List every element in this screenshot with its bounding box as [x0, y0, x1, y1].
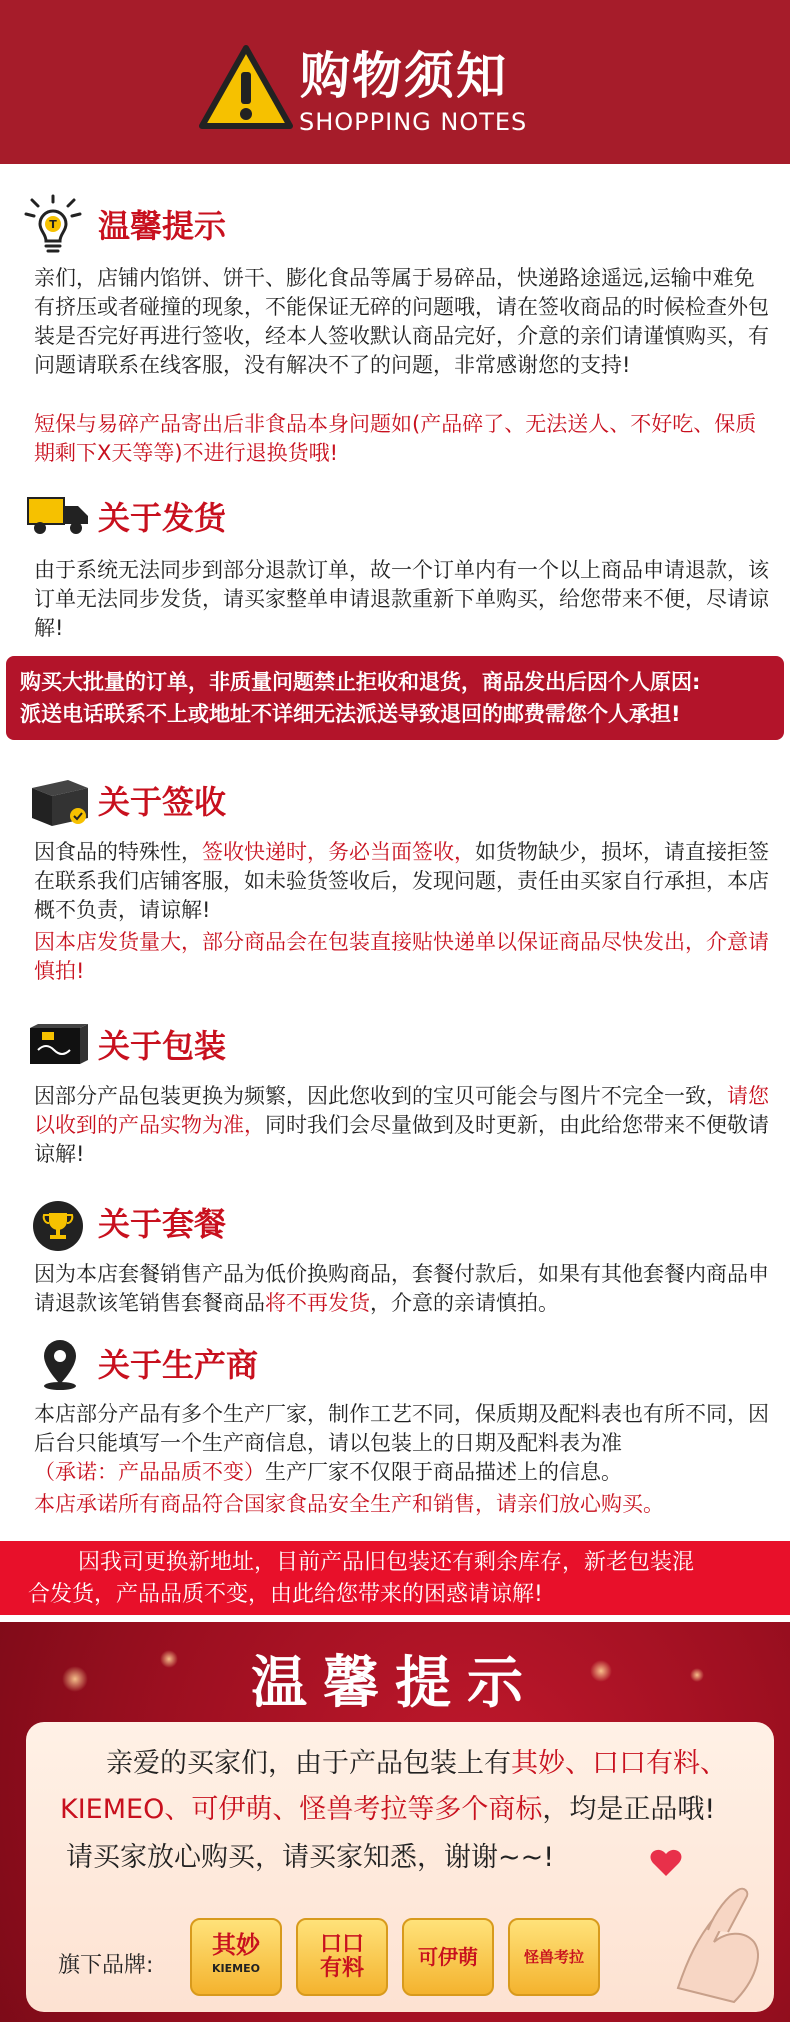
trophy-icon: [32, 1200, 84, 1252]
receipt-body-red: 签收快递时，务必当面签收，: [202, 840, 475, 864]
brand-sub: KIEMEO: [212, 1962, 260, 1975]
brand-name: 怪兽考拉: [523, 1948, 584, 1966]
package-deal-body-text: 因为本店套餐销售产品为低价换购商品，套餐付款后，如果有其他套餐内商品申请退款该笔销售套餐商品: [34, 1262, 769, 1315]
packaging-change-notice: [0, 1541, 790, 1615]
brand-name: 可伊萌: [418, 1945, 478, 1969]
package-box-icon: [28, 776, 92, 828]
tips-card: [26, 1722, 774, 2012]
banner-subtitle: SHOPPING NOTES: [299, 108, 528, 136]
section-title-receipt: 关于签收: [98, 783, 227, 821]
packaging-body-text: 因部分产品包装更换为频繁，因此您收到的宝贝可能会与图片不完全一致，: [34, 1084, 727, 1108]
warm-tip-red-note: 短保与易碎产品寄出后非食品本身问题如(产品碎了、无法送人、不好吃、保质期剩下X天等等)不进行退换货哦!: [34, 412, 757, 465]
tips-line-1-red: 其妙、口口有料、: [511, 1748, 727, 1779]
banner-title: 购物须知: [300, 47, 508, 105]
manufacturer-promise-text: 生产厂家不仅限于商品描述上的信息。: [265, 1460, 622, 1484]
receipt-body-text: 因食品的特殊性，: [34, 840, 202, 864]
package-deal-body-red: 将不再发货: [265, 1291, 370, 1315]
warm-tip-body: 亲们，店铺内馅饼、饼干、膨化食品等属于易碎品，快递路途遥远,运输中难免有挤压或者碰撞的现象，不能保证无碎的问题哦，请在签收商品的时候检查外包装是否完好再进行签收，经本人签收默认商品完好，介意的亲们请谨慎购买，有问题请联系在线客服，没有解决不了的问题，非常感谢您的支持!: [34, 266, 769, 377]
manufacturer-red-note: 本店承诺所有商品符合国家食品安全生产和销售，请亲们放心购买。: [34, 1492, 664, 1516]
section-title-package-deal: 关于套餐: [98, 1205, 227, 1243]
brand-name: 口口: [319, 1932, 364, 1957]
shipping-body: 由于系统无法同步到部分退款订单，故一个订单内有一个以上商品申请退款，该订单无法同步发货，请买家整单申请退款重新下单购买，给您带来不便，尽请谅解!: [34, 558, 769, 640]
packaging-body: [34, 1082, 774, 1169]
receipt-body: [34, 838, 774, 925]
tips-line-1: [106, 1746, 727, 1782]
warm-tips-panel: [0, 1622, 790, 2022]
brand-sub: 有料: [319, 1956, 364, 1981]
lightbulb-icon: [20, 194, 86, 258]
section-title-shipping: 关于发货: [98, 499, 227, 537]
section-title-packaging: 关于包装: [98, 1027, 227, 1065]
brands-label: 旗下品牌:: [58, 1953, 154, 1978]
tips-title: 温馨提示: [251, 1651, 539, 1716]
header-banner: [0, 0, 790, 164]
packaging-body-text-after: 同时我们会尽量做到及时更新，由此给您带来不便敬请谅解!: [34, 1113, 769, 1166]
alert-line-2: 派送电话联系不上或地址不详细无法派送导致退回的邮费需您个人承担!: [20, 702, 681, 726]
bulk-order-alert: [6, 656, 784, 740]
svg-text:T: T: [49, 218, 57, 231]
brand-logo-koukou: [296, 1918, 388, 1996]
section-title-manufacturer: 关于生产商: [98, 1346, 259, 1384]
warning-icon: [198, 44, 294, 130]
tips-line-1-text: 亲爱的买家们，由于产品包装上有: [106, 1748, 511, 1779]
tips-line-2-text: ，均是正品哦!: [542, 1794, 716, 1825]
finger-heart-hand-icon: [638, 1838, 778, 2008]
section-title-warm-tip: 温馨提示: [98, 207, 227, 245]
brand-logo-keyimeng: [402, 1918, 494, 1996]
manufacturer-promise: [34, 1458, 774, 1487]
tips-line-2: [60, 1792, 715, 1828]
brand-name: 其妙: [212, 1931, 260, 1959]
package-deal-body: [34, 1260, 774, 1318]
package-deal-body-text-after: ，介意的亲请慎拍。: [370, 1291, 559, 1315]
manufacturer-promise-red: （承诺：产品品质不变）: [34, 1460, 265, 1484]
product-box-icon: [28, 1020, 90, 1068]
notice-line-2: 合发货，产品品质不变，由此给您带来的困惑请谅解!: [28, 1582, 543, 1607]
tips-line-3: 请买家放心购买，请买家知悉，谢谢~~!: [66, 1842, 555, 1873]
truck-icon: [26, 494, 90, 538]
alert-line-1: 购买大批量的订单，非质量问题禁止拒收和退货，商品发出后因个人原因:: [20, 670, 701, 694]
manufacturer-body: 本店部分产品有多个生产厂家，制作工艺不同，保质期及配料表也有所不同，因后台只能填写一个生产商信息，请以包装上的日期及配料表为准: [34, 1402, 769, 1455]
brand-logo-guaishou-kaola: [508, 1918, 600, 1996]
notice-line-1: 因我司更换新地址，目前产品旧包装还有剩余库存，新老包装混: [78, 1550, 695, 1575]
tips-line-2-red: KIEMEO、可伊萌、怪兽考拉等多个商标: [60, 1794, 543, 1825]
receipt-red-note: 因本店发货量大，部分商品会在包装直接贴快递单以保证商品尽快发出，介意请慎拍!: [34, 930, 769, 983]
location-pin-icon: [40, 1338, 80, 1392]
receipt-body-text-after: 如货物缺少，损坏，请直接拒签在联系我们店铺客服，如未验货签收后，发现问题，责任由买家自行承担，本店概不负责，请谅解!: [34, 840, 769, 922]
brand-logo-qimiao: [190, 1918, 282, 1996]
packaging-body-red: 请您以收到的产品实物为准，: [34, 1084, 769, 1137]
